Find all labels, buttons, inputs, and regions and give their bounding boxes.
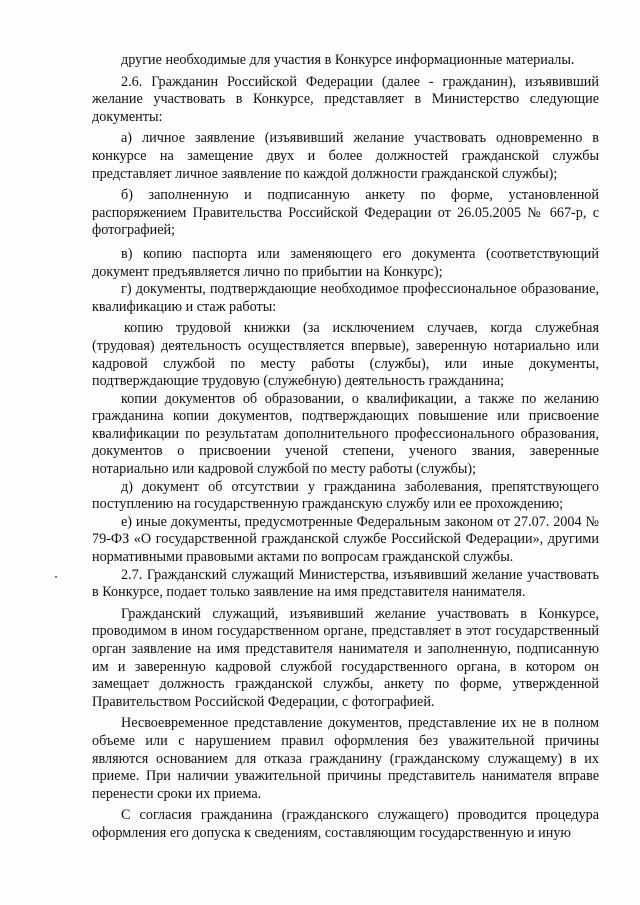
paragraph-item-v: в) копию паспорта или заменяющего его документа (соответствующий документ предъявляется лично по прибытии на Конкурс); — [92, 245, 599, 280]
paragraph-item-a: а) личное заявление (изъявивший желание участвовать одновременно в конкурсе на замещение двух и более должностей гражданской службы представляет личное заявление по каждой должности гражданской службы); — [92, 130, 599, 182]
paragraph-consent: С согласия гражданина (гражданского служащего) проводится процедура оформления его допуска к сведениям, составляющим государственную и иную — [92, 807, 599, 841]
paragraph-item-d: д) документ об отсутствии у гражданина заболевания, препятствующего поступлению на государственную гражданскую службу или ее прохождению; — [92, 478, 599, 513]
scan-speck — [55, 576, 57, 578]
paragraph-2-7: 2.7. Гражданский служащий Министерства, изъявивший желание участвовать в Конкурсе, подает только заявление на имя представителя нанимателя. — [92, 566, 599, 601]
paragraph-item-g: г) документы, подтверждающие необходимое профессиональное образование, квалификацию и стаж работы: — [92, 281, 599, 315]
paragraph-other-agency: Гражданский служащий, изъявивший желание участвовать в Конкурсе, проводимом в ином государственном органе, представляет в этот государственный орган заявление на имя представителя нанимателя и заполненную, подписанную им и заверенную кадровой службой государственного органа, в котором он замещает должность гражданской службы, анкету по форме, утвержденной Правительством Российской Федерации, с фотографией. — [92, 605, 599, 710]
paragraph-item-e: е) иные документы, предусмотренные Федеральным законом от 27.07. 2004 № 79-ФЗ «О государственной гражданской службе Российской Федерации», другими нормативными правовыми актами по вопросам гражданской службы. — [92, 513, 599, 566]
document-body — [92, 52, 599, 843]
paragraph-education-docs: копии документов об образовании, о квалификации, а также по желанию гражданина копии документов, подтверждающих повышение или присвоение квалификации по результатам дополнительного профессионального образования, документов о присвоении ученой степени, ученого звания, заверенные нотариально или кадровой службой по месту работы (службы); — [92, 390, 599, 478]
paragraph-2-6: 2.6. Гражданин Российской Федерации (далее - гражданин), изъявивший желание участвовать в Конкурсе, представляет в Министерство следующие документы: — [92, 73, 599, 125]
paragraph-other-materials: другие необходимые для участия в Конкурсе информационные материалы. — [121, 52, 575, 68]
paragraph-item-b: б) заполненную и подписанную анкету по форме, установленной распоряжением Правительства Российской Федерации от 26.05.2005 № 667-р, с фотографией; — [92, 187, 599, 239]
paragraph-late-submission: Несвоевременное представление документов, представление их не в полном объеме или с нарушением правил оформления без уважительной причины являются основанием для отказа гражданину (гражданскому служащему) в их приеме. При наличии уважительной причины представитель нанимателя вправе перенести сроки их приема. — [92, 715, 599, 802]
paragraph-work-book: копию трудовой книжки (за исключением случаев, когда служебная (трудовая) деятельность осуществляется впервые), заверенную нотариально или кадровой службой по месту работы (службы), или иные документы, подтверждающие трудовую (служебную) деятельность гражданина; — [92, 320, 599, 390]
